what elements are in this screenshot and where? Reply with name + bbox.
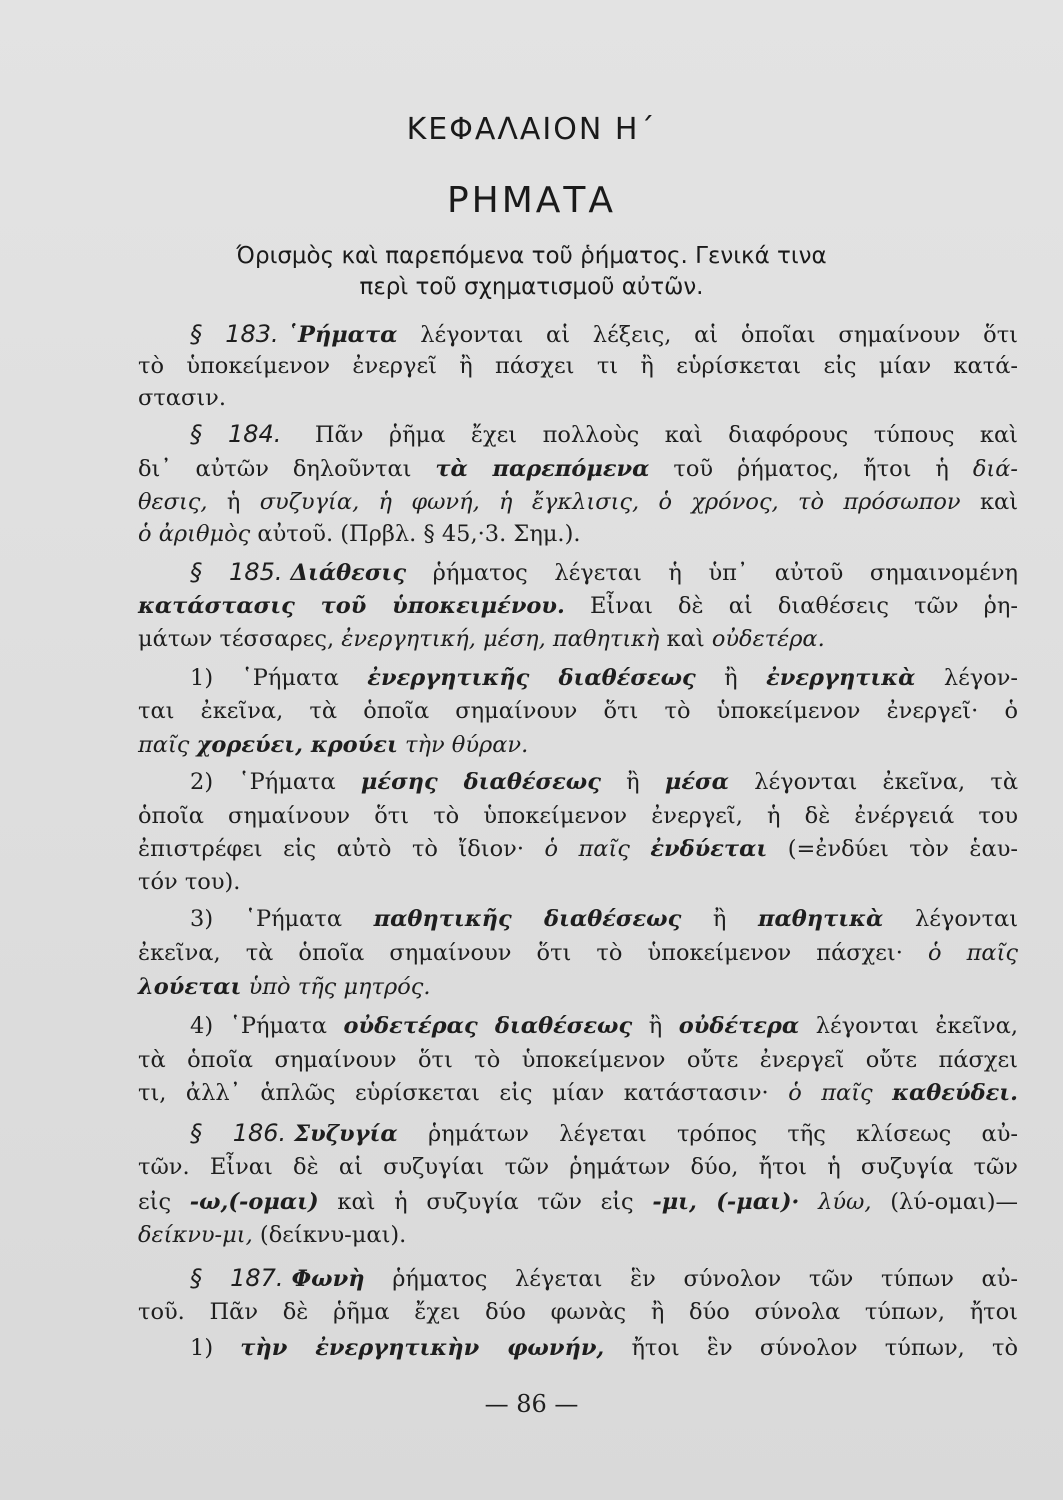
section-187-line-3: 1) τὴν ἐνεργητικὴν φωνήν, ἤτοι ἓν σύνολον τύπων, τὸ: [190, 1335, 1018, 1361]
item-1-line-1: 1) ῾Ρήματα ἐνεργητικῆς διαθέσεως ἢ ἐνεργητικὰ λέγον-: [190, 665, 1019, 691]
section-187-line-1: § 187. Φωνὴ ῥήματος λέγεται ἓν σύνολον τῶν τύπων αὐ-: [190, 1264, 1018, 1292]
section-185-line-3: μάτων τέσσαρες, ἐνεργητική, μέση, παθητικὴ καὶ οὐδετέρα.: [138, 626, 825, 652]
subtitle-line-2: περὶ τοῦ σχηματισμοῦ αὐτῶν.: [359, 274, 704, 300]
section-number: § 185.: [190, 558, 283, 586]
section-184-line-2: δι᾿ αὐτῶν δηλοῦνται τὰ παρεπόμενα τοῦ ῥήματος, ἤτοι ἡ διά-: [138, 456, 1019, 482]
section-183-line-2: τὸ ὑποκείμενον ἐνεργεῖ ἢ πάσχει τι ἢ εὑρίσκεται εἰς μίαν κατά-: [138, 353, 1018, 379]
section-183-line-3: στασιν.: [138, 385, 227, 411]
page-number: — 86 —: [484, 1390, 579, 1418]
section-186-line-3: εἰς -ω,(-ομαι) καὶ ἡ συζυγία τῶν εἰς -μι, (-μαι)· λύω, (λύ-ομαι)—: [138, 1189, 1019, 1215]
item-3-line-2: ἐκεῖνα, τὰ ὁποῖα σημαίνουν ὅτι τὸ ὑποκείμενον πάσχει· ὁ παῖς: [138, 940, 1018, 966]
item-4-line-2: τὰ ὁποῖα σημαίνουν ὅτι τὸ ὑποκείμενον οὔτε ἐνεργεῖ οὔτε πάσχει: [138, 1047, 1018, 1073]
section-183-line-1: § 183. ῾Ρήματα λέγονται αἱ λέξεις, αἱ ὁποῖαι σημαίνουν ὅτι: [190, 320, 1018, 348]
item-1-line-2: ται ἐκεῖνα, τὰ ὁποῖα σημαίνουν ὅτι τὸ ὑποκείμενον ἐνεργεῖ· ὁ: [138, 698, 1018, 724]
section-186-line-4: δείκνυ-μι, (δείκνυ-μαι).: [138, 1222, 407, 1248]
section-number: § 186.: [190, 1119, 287, 1147]
section-186-line-2: τῶν. Εἶναι δὲ αἱ συζυγίαι τῶν ῥημάτων δύο, ἤτοι ἡ συζυγία τῶν: [138, 1154, 1018, 1180]
section-184-line-3: θεσις, ἡ συζυγία, ἡ φωνή, ἡ ἔγκλισις, ὁ χρόνος, τὸ πρόσωπον καὶ: [138, 489, 1019, 515]
item-2-line-1: 2) ῾Ρήματα μέσης διαθέσεως ἢ μέσα λέγονται ἐκεῖνα, τὰ: [190, 769, 1019, 795]
item-3-line-1: 3) ῾Ρήματα παθητικῆς διαθέσεως ἢ παθητικὰ λέγονται: [190, 906, 1019, 932]
section-185-line-2: κατάστασις τοῦ ὑποκειμένου. Εἶναι δὲ αἱ διαθέσεις τῶν ῥη-: [138, 593, 1018, 619]
item-2-line-4: τόν του).: [138, 869, 241, 895]
chapter-heading: ΚΕΦΑΛΑΙΟΝ Η΄: [406, 112, 657, 147]
chapter-title: ΡΗΜΑΤΑ: [446, 180, 617, 221]
item-4-line-3: τι, ἀλλ᾿ ἁπλῶς εὑρίσκεται εἰς μίαν κατάστασιν· ὁ παῖς καθεύδει.: [138, 1080, 1018, 1106]
section-184-line-4: ὁ ἀριθμὸς αὐτοῦ. (Πρβλ. § 45,·3. Σημ.).: [138, 521, 581, 547]
section-185-line-1: § 185. Διάθεσις ῥήματος λέγεται ἡ ὑπ᾿ αὐτοῦ σημαινομένη: [190, 558, 1019, 586]
subtitle-line-1: Όρισμὸς καὶ παρεπόμενα τοῦ ῥήματος. Γενικά τινα: [236, 243, 827, 269]
item-3-line-3: λούεται ὑπὸ τῆς μητρός.: [138, 974, 431, 1000]
item-2-line-2: ὁποῖα σημαίνουν ὅτι τὸ ὑποκείμενον ἐνεργεῖ, ἡ δὲ ἐνέργειά του: [138, 803, 1018, 829]
item-1-line-3: παῖς χορεύει, κρούει τὴν θύραν.: [138, 732, 529, 758]
section-184-line-1: § 184. Πᾶν ῥῆμα ἔχει πολλοὺς καὶ διαφόρους τύπους καὶ: [190, 420, 1019, 448]
item-2-line-3: ἐπιστρέφει εἰς αὐτὸ τὸ ἴδιον· ὁ παῖς ἐνδύεται (=ἐνδύει τὸν ἑαυ-: [138, 836, 1018, 862]
section-number: § 184.: [190, 420, 282, 448]
section-number: § 183.: [190, 320, 279, 348]
section-number: § 187.: [190, 1264, 284, 1292]
item-4-line-1: 4) ῾Ρήματα οὐδετέρας διαθέσεως ἢ οὐδέτερα λέγονται ἐκεῖνα,: [190, 1013, 1018, 1039]
section-187-line-2: τοῦ. Πᾶν δὲ ῥῆμα ἔχει δύο φωνὰς ἢ δύο σύνολα τύπων, ἤτοι: [138, 1299, 1018, 1325]
section-186-line-1: § 186. Συζυγία ῥημάτων λέγεται τρόπος τῆς κλίσεως αὐ-: [190, 1119, 1018, 1147]
